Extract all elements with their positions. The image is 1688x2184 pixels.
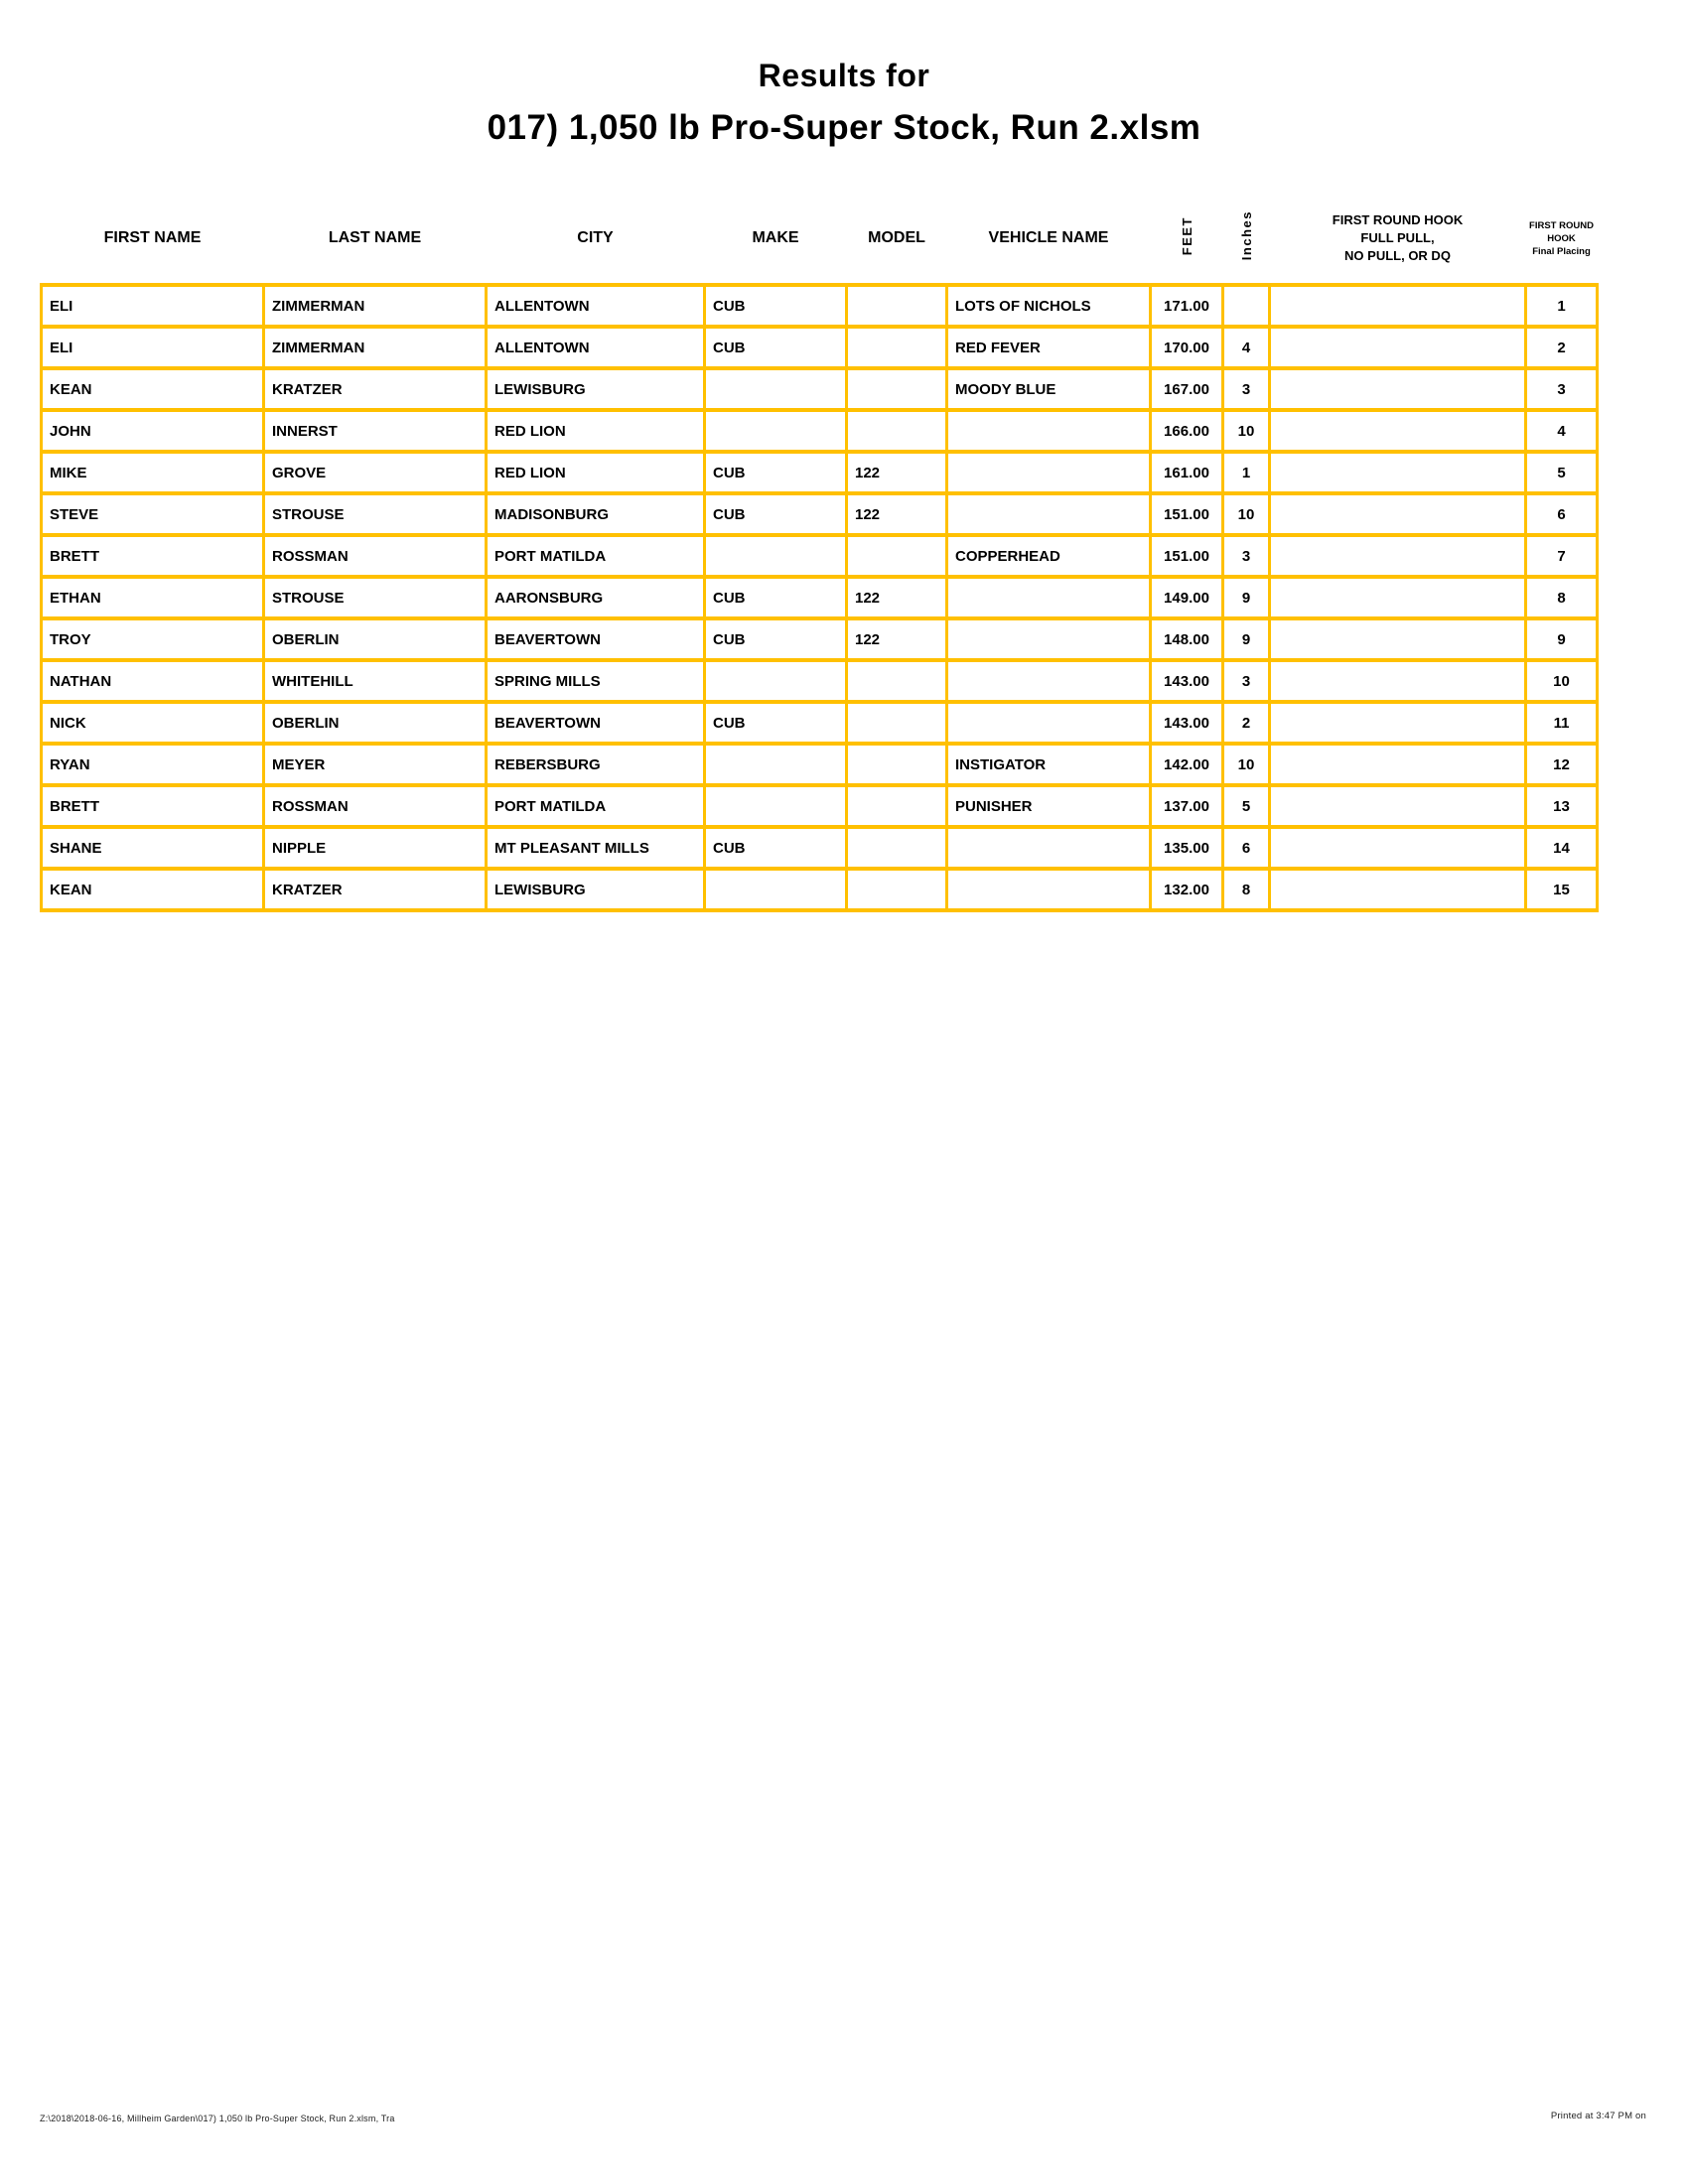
cell-model	[847, 327, 947, 368]
table-row	[42, 368, 1598, 410]
header-final-placing	[1526, 194, 1598, 285]
cell-first-round-hook	[1270, 368, 1526, 410]
cell-first-name: JOHN	[42, 410, 264, 452]
cell-inches: 4	[1223, 327, 1270, 368]
cell-final-placing: 4	[1526, 410, 1598, 452]
cell-last-name: STROUSE	[264, 493, 487, 535]
footer-printed-at: Printed at 3:47 PM on	[1550, 2111, 1646, 2121]
header-hook-line2: FULL PULL,	[1360, 230, 1435, 245]
cell-city: BEAVERTOWN	[487, 618, 705, 660]
cell-make	[705, 410, 847, 452]
cell-last-name: MEYER	[264, 744, 487, 785]
cell-make: CUB	[705, 327, 847, 368]
table-row	[42, 660, 1598, 702]
cell-first-round-hook	[1270, 327, 1526, 368]
cell-inches: 10	[1223, 410, 1270, 452]
cell-model: 122	[847, 493, 947, 535]
cell-last-name: ROSSMAN	[264, 535, 487, 577]
cell-vehicle-name	[947, 452, 1151, 493]
cell-first-round-hook	[1270, 577, 1526, 618]
cell-make: CUB	[705, 702, 847, 744]
cell-first-name: NATHAN	[42, 660, 264, 702]
header-placing-line3: Final Placing	[1532, 245, 1591, 257]
cell-model	[847, 869, 947, 910]
cell-final-placing: 10	[1526, 660, 1598, 702]
cell-first-name: RYAN	[42, 744, 264, 785]
table-row	[42, 493, 1598, 535]
cell-model	[847, 410, 947, 452]
cell-model: 122	[847, 577, 947, 618]
cell-feet: 166.00	[1151, 410, 1223, 452]
cell-make: CUB	[705, 285, 847, 327]
cell-first-name: ELI	[42, 327, 264, 368]
cell-first-name: NICK	[42, 702, 264, 744]
cell-inches: 10	[1223, 493, 1270, 535]
cell-inches: 3	[1223, 368, 1270, 410]
cell-first-round-hook	[1270, 785, 1526, 827]
cell-model	[847, 827, 947, 869]
results-table-header	[42, 194, 1598, 285]
cell-inches: 5	[1223, 785, 1270, 827]
cell-feet: 143.00	[1151, 702, 1223, 744]
header-feet-rotated-label: FEET	[1179, 215, 1195, 256]
cell-inches: 3	[1223, 660, 1270, 702]
header-feet	[1151, 194, 1223, 285]
cell-final-placing: 5	[1526, 452, 1598, 493]
table-row	[42, 535, 1598, 577]
cell-model: 122	[847, 618, 947, 660]
cell-vehicle-name: INSTIGATOR	[947, 744, 1151, 785]
cell-vehicle-name: RED FEVER	[947, 327, 1151, 368]
cell-inches: 9	[1223, 618, 1270, 660]
cell-final-placing: 1	[1526, 285, 1598, 327]
cell-city: AARONSBURG	[487, 577, 705, 618]
cell-first-round-hook	[1270, 285, 1526, 327]
cell-vehicle-name	[947, 869, 1151, 910]
cell-city: RED LION	[487, 452, 705, 493]
cell-city: REBERSBURG	[487, 744, 705, 785]
cell-city: LEWISBURG	[487, 368, 705, 410]
results-table-body	[42, 285, 1598, 910]
cell-first-round-hook	[1270, 410, 1526, 452]
cell-final-placing: 2	[1526, 327, 1598, 368]
header-hook-line3: NO PULL, OR DQ	[1344, 248, 1451, 263]
cell-last-name: ROSSMAN	[264, 785, 487, 827]
cell-first-name: ETHAN	[42, 577, 264, 618]
header-hook-line1: FIRST ROUND HOOK	[1332, 212, 1464, 227]
cell-inches: 3	[1223, 535, 1270, 577]
cell-feet: 135.00	[1151, 827, 1223, 869]
cell-feet: 137.00	[1151, 785, 1223, 827]
table-row	[42, 618, 1598, 660]
cell-final-placing: 12	[1526, 744, 1598, 785]
cell-final-placing: 9	[1526, 618, 1598, 660]
cell-make: CUB	[705, 618, 847, 660]
cell-city: PORT MATILDA	[487, 535, 705, 577]
cell-final-placing: 7	[1526, 535, 1598, 577]
cell-first-round-hook	[1270, 702, 1526, 744]
cell-last-name: STROUSE	[264, 577, 487, 618]
cell-city: ALLENTOWN	[487, 327, 705, 368]
cell-final-placing: 14	[1526, 827, 1598, 869]
header-vehicle-name: VEHICLE NAME	[988, 229, 1109, 246]
cell-vehicle-name	[947, 410, 1151, 452]
cell-city: LEWISBURG	[487, 869, 705, 910]
table-row	[42, 327, 1598, 368]
cell-last-name: GROVE	[264, 452, 487, 493]
cell-feet: 142.00	[1151, 744, 1223, 785]
cell-first-round-hook	[1270, 493, 1526, 535]
cell-feet: 167.00	[1151, 368, 1223, 410]
cell-make: CUB	[705, 452, 847, 493]
cell-make: CUB	[705, 493, 847, 535]
cell-inches: 10	[1223, 744, 1270, 785]
cell-vehicle-name	[947, 577, 1151, 618]
cell-feet: 149.00	[1151, 577, 1223, 618]
table-row	[42, 869, 1598, 910]
report-title-line2: 017) 1,050 lb Pro-Super Stock, Run 2.xlsm	[487, 108, 1201, 147]
table-row	[42, 410, 1598, 452]
cell-feet: 170.00	[1151, 327, 1223, 368]
cell-model	[847, 368, 947, 410]
cell-last-name: ZIMMERMAN	[264, 327, 487, 368]
cell-city: MT PLEASANT MILLS	[487, 827, 705, 869]
cell-feet: 171.00	[1151, 285, 1223, 327]
cell-inches: 1	[1223, 452, 1270, 493]
cell-make	[705, 660, 847, 702]
cell-feet: 148.00	[1151, 618, 1223, 660]
cell-first-name: KEAN	[42, 869, 264, 910]
cell-vehicle-name	[947, 493, 1151, 535]
cell-model	[847, 744, 947, 785]
header-city: CITY	[577, 229, 614, 246]
cell-first-name: KEAN	[42, 368, 264, 410]
cell-inches: 8	[1223, 869, 1270, 910]
cell-model	[847, 535, 947, 577]
table-row	[42, 827, 1598, 869]
cell-model: 122	[847, 452, 947, 493]
cell-first-round-hook	[1270, 869, 1526, 910]
cell-city: BEAVERTOWN	[487, 702, 705, 744]
header-inches-rotated-label: Inches	[1238, 210, 1254, 261]
footer-file-path: Z:\2018\2018-06-16, Millheim Garden\017) 1,050 lb Pro-Super Stock, Run 2.xlsm, Tra	[40, 2114, 395, 2123]
cell-last-name: KRATZER	[264, 368, 487, 410]
cell-make	[705, 368, 847, 410]
header-placing-line1: FIRST ROUND	[1529, 219, 1594, 231]
report-title-line1: Results for	[758, 58, 930, 93]
cell-city: PORT MATILDA	[487, 785, 705, 827]
cell-first-round-hook	[1270, 827, 1526, 869]
cell-make: CUB	[705, 827, 847, 869]
header-row	[42, 194, 1598, 285]
cell-first-name: BRETT	[42, 535, 264, 577]
cell-vehicle-name: MOODY BLUE	[947, 368, 1151, 410]
cell-feet: 132.00	[1151, 869, 1223, 910]
cell-last-name: ZIMMERMAN	[264, 285, 487, 327]
cell-city: ALLENTOWN	[487, 285, 705, 327]
cell-first-name: BRETT	[42, 785, 264, 827]
cell-city: RED LION	[487, 410, 705, 452]
cell-first-name: MIKE	[42, 452, 264, 493]
cell-vehicle-name	[947, 827, 1151, 869]
cell-last-name: NIPPLE	[264, 827, 487, 869]
cell-final-placing: 3	[1526, 368, 1598, 410]
table-row	[42, 785, 1598, 827]
cell-first-round-hook	[1270, 452, 1526, 493]
header-make: MAKE	[752, 229, 799, 246]
cell-last-name: OBERLIN	[264, 702, 487, 744]
cell-feet: 151.00	[1151, 535, 1223, 577]
cell-feet: 151.00	[1151, 493, 1223, 535]
cell-make: CUB	[705, 577, 847, 618]
cell-final-placing: 13	[1526, 785, 1598, 827]
cell-make	[705, 744, 847, 785]
header-placing-line2: HOOK	[1547, 232, 1576, 244]
cell-make	[705, 785, 847, 827]
cell-first-round-hook	[1270, 618, 1526, 660]
cell-first-round-hook	[1270, 744, 1526, 785]
header-last-name: LAST NAME	[328, 229, 422, 246]
cell-model	[847, 785, 947, 827]
table-row	[42, 577, 1598, 618]
cell-last-name: INNERST	[264, 410, 487, 452]
header-first-round-hook	[1270, 194, 1526, 285]
cell-make	[705, 869, 847, 910]
cell-city: MADISONBURG	[487, 493, 705, 535]
cell-model	[847, 285, 947, 327]
header-first-name: FIRST NAME	[103, 229, 202, 246]
cell-last-name: OBERLIN	[264, 618, 487, 660]
cell-model	[847, 660, 947, 702]
cell-vehicle-name: LOTS OF NICHOLS	[947, 285, 1151, 327]
cell-vehicle-name	[947, 660, 1151, 702]
cell-vehicle-name	[947, 702, 1151, 744]
cell-inches: 6	[1223, 827, 1270, 869]
cell-first-round-hook	[1270, 660, 1526, 702]
cell-first-round-hook	[1270, 535, 1526, 577]
header-model: MODEL	[868, 229, 925, 246]
cell-make	[705, 535, 847, 577]
cell-final-placing: 8	[1526, 577, 1598, 618]
cell-last-name: WHITEHILL	[264, 660, 487, 702]
cell-first-name: ELI	[42, 285, 264, 327]
cell-vehicle-name: PUNISHER	[947, 785, 1151, 827]
table-row	[42, 702, 1598, 744]
cell-model	[847, 702, 947, 744]
table-row	[42, 744, 1598, 785]
cell-city: SPRING MILLS	[487, 660, 705, 702]
cell-first-name: STEVE	[42, 493, 264, 535]
cell-final-placing: 15	[1526, 869, 1598, 910]
cell-last-name: KRATZER	[264, 869, 487, 910]
header-inches	[1223, 194, 1270, 285]
table-row	[42, 452, 1598, 493]
cell-final-placing: 6	[1526, 493, 1598, 535]
cell-feet: 143.00	[1151, 660, 1223, 702]
cell-inches	[1223, 285, 1270, 327]
cell-vehicle-name	[947, 618, 1151, 660]
results-table	[40, 194, 1599, 912]
table-row	[42, 285, 1598, 327]
report-title	[0, 58, 1688, 148]
cell-inches: 9	[1223, 577, 1270, 618]
cell-feet: 161.00	[1151, 452, 1223, 493]
cell-first-name: SHANE	[42, 827, 264, 869]
cell-inches: 2	[1223, 702, 1270, 744]
cell-first-name: TROY	[42, 618, 264, 660]
cell-final-placing: 11	[1526, 702, 1598, 744]
cell-vehicle-name: COPPERHEAD	[947, 535, 1151, 577]
